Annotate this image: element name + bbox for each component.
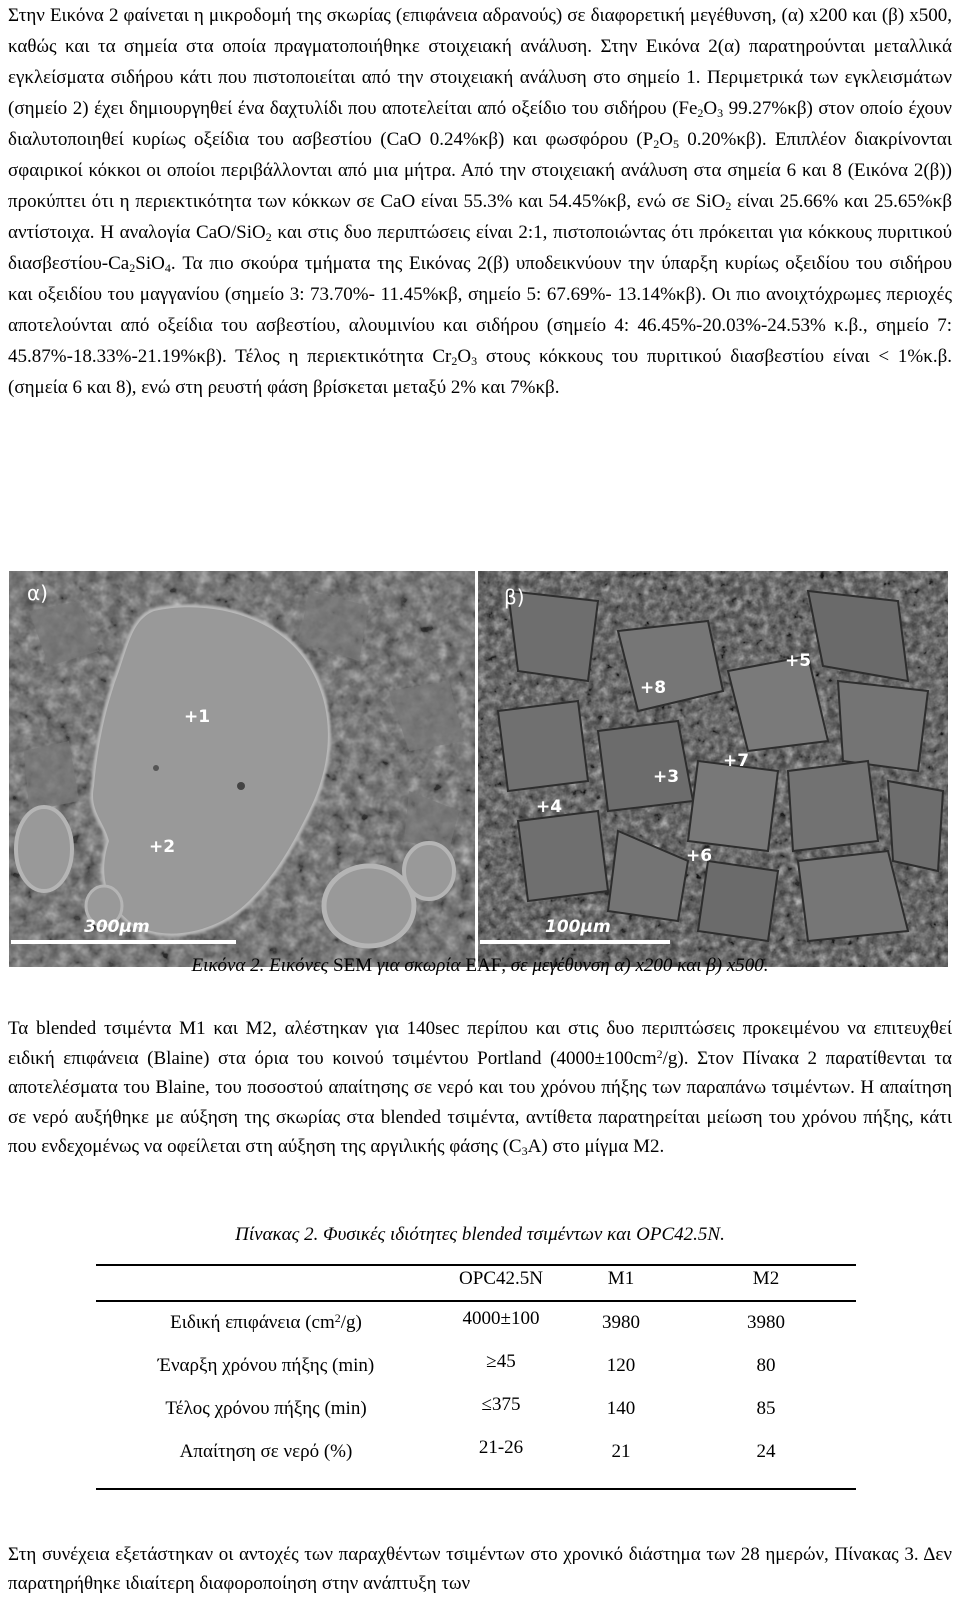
point-label: +7 xyxy=(723,751,750,771)
point-label: +6 xyxy=(686,846,713,866)
cell-opc: ≤375 xyxy=(481,1394,521,1415)
sem-image-a xyxy=(9,571,475,967)
panel-b-label: β) xyxy=(504,585,525,609)
cell-opc: 4000±100 xyxy=(462,1308,540,1329)
table-header-rule xyxy=(96,1300,856,1302)
cell-m2: 3980 xyxy=(747,1312,785,1333)
cell-m2: 24 xyxy=(756,1441,776,1462)
cell-m1: 21 xyxy=(611,1441,631,1462)
table-bottom-rule xyxy=(96,1488,856,1490)
paragraph-blended-cements: Τα blended τσιμέντα M1 και M2, αλέστηκαν για 140sec περίπου και στις δυο περιπτώσεις προκειμένου να επιτευχθεί ειδική επιφάνεια (Blaine) στα όρια του κοινού τσιμέντου Portland $(4000\pm 100cm^2/g)$. Στον Πίνακα 2 παρατίθενται τα αποτελέσματα του Blaine, του ποσοστού απαίτησης σε νερό και του χρόνου πήξης των παραπάνω τσιμέντων. Η απαίτηση σε νερό αυξήθηκε με αύξηση της σκωρίας στα blended τσιμέντα, αντίθετα παρατηρείται μείωση του χρόνου πήξης, κάτι που ενδεχομένως να οφείλεται στη αύξηση της αργιλικής φάσης $(C_3A)$ στο μίγμα M2. xyxy=(8,1018,953,1158)
cell-m2: 80 xyxy=(756,1355,776,1376)
scale-label: 300μm xyxy=(84,917,150,937)
header-cell: M2 xyxy=(752,1268,780,1289)
table-row xyxy=(96,1394,856,1438)
paragraph-strength: Στη συνέχεια εξετάστηκαν οι αντοχές των παραχθέντων τσιμέντων στο χρονικό διάστημα των 28 ημερών, Πίνακας 3. Δεν παρατηρήθηκε ιδιαίτερη διαφοροποίηση στην ανάπτυξη των xyxy=(8,1544,952,1594)
row-label: Ειδική επιφάνεια $(cm^2/g)$ xyxy=(170,1311,362,1333)
row-label: Έναρξη χρόνου πήξης (min) xyxy=(157,1355,375,1376)
point-label: +3 xyxy=(653,767,680,787)
cell-m2: 85 xyxy=(756,1398,776,1419)
panel-a-label: α) xyxy=(27,581,48,605)
scale-bar xyxy=(480,940,670,944)
table-row xyxy=(96,1437,856,1481)
point-label: +5 xyxy=(785,651,812,671)
figure-caption: Εικόνα 2. Εικόνες SEM για σκωρία EAF, σε μεγέθυνση α) x200 και β) x500. xyxy=(191,955,769,976)
cell-opc: ≥45 xyxy=(486,1351,516,1372)
table-caption: Πίνακας 2. Φυσικές ιδιότητες blended τσιμέντων και OPC42.5N. xyxy=(235,1224,725,1245)
point-label: +8 xyxy=(640,678,667,698)
sem-figure xyxy=(9,571,948,967)
table-row xyxy=(96,1308,856,1352)
table-header-row xyxy=(96,1268,856,1308)
point-label: +2 xyxy=(149,837,176,857)
table-top-rule xyxy=(96,1264,856,1266)
table-row xyxy=(96,1351,856,1395)
cell-m1: 120 xyxy=(606,1355,636,1376)
scale-bar xyxy=(11,940,236,944)
point-label: +1 xyxy=(184,707,211,727)
scale-label: 100μm xyxy=(545,917,611,937)
sem-image-b xyxy=(478,571,948,967)
row-label: Απαίτηση σε νερό (%) xyxy=(179,1441,353,1462)
cell-m1: 140 xyxy=(606,1398,636,1419)
cell-opc: 21-26 xyxy=(478,1437,524,1458)
cell-m1: 3980 xyxy=(602,1312,640,1333)
point-label: +4 xyxy=(536,797,563,817)
header-cell: M1 xyxy=(607,1268,635,1289)
header-cell: OPC42.5N xyxy=(459,1268,543,1289)
row-label: Τέλος χρόνου πήξης (min) xyxy=(165,1398,367,1419)
paragraph-sem-description: Στην Εικόνα 2 φαίνεται η μικροδομή της σκωρίας (επιφάνεια αδρανούς) σε διαφορετική μεγέθυνση, (α) x200 και (β) x500, καθώς και τα σημεία στα οποία πραγματοποιήθηκε στοιχειακή ανάλυση. Στην Εικόνα 2(α) παρατηρούνται μεταλλικά εγκλείσματα σιδήρου κάτι που πιστοποιείται από την στοιχειακή ανάλυση στο σημείο 1. Περιμετρικά των εγκλεισμάτων (σημείο 2) έχει δημιουργηθεί ένα δαχτυλίδι που αποτελείται από οξείδιο του σιδήρου ($Fe_2O_3$ 99.27%κβ) στον οποίο έχουν διαλυτοποιηθεί κυρίως οξείδια του ασβεστίου (CaO 0.24%κβ) και φωσφόρου ($P_2O_5$ 0.20%κβ). Επιπλέον διακρίνονται σφαιρικοί κόκκοι οι οποίοι περιβάλλονται από μια μήτρα. Από την στοιχειακή ανάλυση στα σημεία 6 και 8 (Εικόνα 2(β)) προκύπτει ότι η περιεκτικότητα των κόκκων σε CaO είναι 55.3% και 54.45%κβ, ενώ σε SiO$_2$ είναι 25.66% και 25.65%κβ αντίστοιχα. Η αναλογία CaO/SiO$_2$ και στις δυο περιπτώσεις είναι 2:1, πιστοποιώντας ότι πρόκειται για κόκκους πυριτικού διασβεστίου-$Ca_2SiO_4$. Τα πιο σκούρα τμήματα της Εικόνας 2(β) υποδεικνύουν την ύπαρξη κυρίως οξειδίου του σιδήρου και οξειδίου του μαγγανίου (σημείο 3: 73.70%- 11.45%κβ, σημείο 5: 67.69%- 13.14%κβ). Οι πιο ανοιχτόχρωμες περιοχές αποτελούνται από οξείδια του ασβεστίου, αλουμινίου και σιδήρου (σημείο 4: 46.45%-20.03%-24.53% κ.β., σημείο 7: 45.87%-18.33%-21.19%κβ). Τέλος η περιεκτικότητα $Cr_2O_3$ στους κόκκους του πυριτικού διασβεστίου είναι < 1%κ.β. (σημεία 6 και 8), ενώ στη ρευστή φάση βρίσκεται μεταξύ 2% και 7%κβ. xyxy=(8,5,953,398)
